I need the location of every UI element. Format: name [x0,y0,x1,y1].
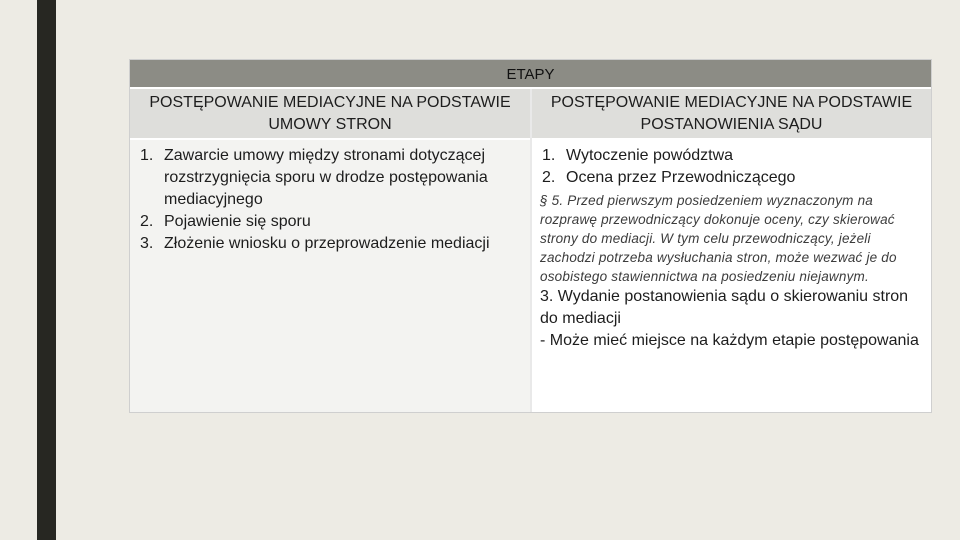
step-3-text: 3. Wydanie postanowienia sądu o skierowaniu stron do mediacji [540,288,909,327]
step-3-note: - Może mieć miejsce na każdym etapie postępowania [540,332,919,349]
column-header-contract: POSTĘPOWANIE MEDIACYJNE NA PODSTAWIE UMOWY STRON [130,89,530,138]
list-text: Pojawienie się sporu [164,213,311,230]
column-header-court: POSTĘPOWANIE MEDIACYJNE NA PODSTAWIE POSTANOWIENIA SĄDU [532,89,931,138]
list-text: Złożenie wniosku o przeprowadzenie mediacji [164,235,490,252]
contract-steps-list [136,145,518,255]
list-text: Zawarcie umowy między stronami dotyczącej rozstrzygnięcia sporu w drodze postępowania mediacyjnego [164,147,488,208]
stages-table [129,59,932,413]
column-body-contract [130,140,530,412]
list-number: 1. [140,147,154,164]
column-body-court [532,140,931,412]
list-text: Ocena przez Przewodniczącego [566,169,796,186]
list-number: 1. [542,147,556,164]
list-item [538,145,923,167]
decorative-left-bar [37,0,56,540]
list-number: 3. [140,235,154,252]
list-number: 2. [542,169,556,186]
list-item [136,211,518,233]
list-item [136,145,518,211]
court-steps-list [538,145,923,189]
list-number: 2. [140,213,154,230]
list-item [136,233,518,255]
list-text: Wytoczenie powództwa [566,147,734,164]
list-item [538,167,923,189]
legal-note: § 5. Przed pierwszym posiedzeniem wyznaczonym na rozprawę przewodniczący dokonuje oceny, czy skierować strony do mediacji. W tym celu przewodniczący, jeżeli zachodzi potrzeba wysłuchania stron, może wezwać je do osobistego stawiennictwa na posiedzeniu niejawnym. [540,193,897,284]
table-header: ETAPY [130,60,931,89]
